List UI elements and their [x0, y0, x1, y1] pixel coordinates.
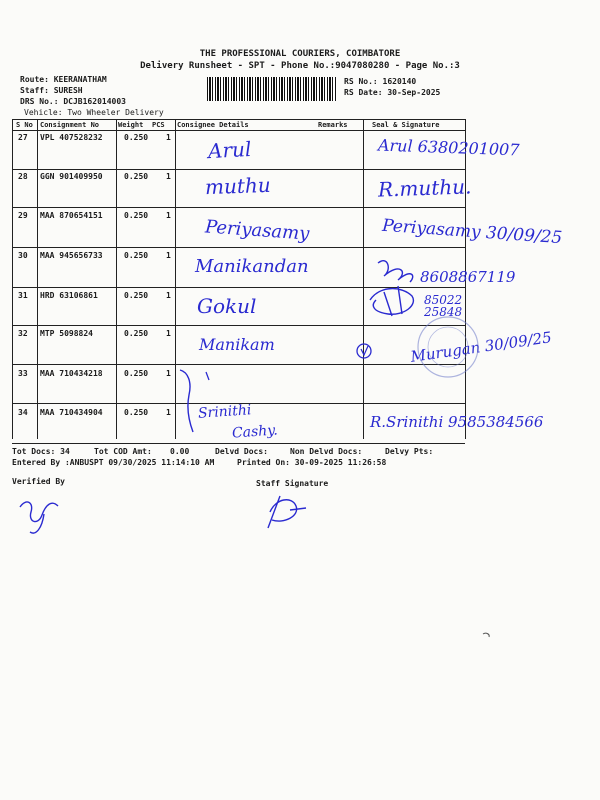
- row-sno: 33: [18, 369, 28, 378]
- entered-by: Entered By :ANBUSPT 09/30/2025 11:14:10 AM: [12, 458, 215, 467]
- delivery-points: Delvy Pts:: [385, 447, 434, 456]
- seal-stamp: [418, 317, 478, 377]
- row-consignment: MTP 5098824: [40, 329, 93, 338]
- header-remarks: Remarks: [318, 121, 348, 129]
- pen-stroke: [206, 372, 209, 380]
- row-weight: 0.250: [124, 133, 149, 142]
- header-sno: S No: [16, 121, 33, 129]
- row-sno: 31: [18, 291, 28, 300]
- row-sno: 29: [18, 211, 28, 220]
- handwritten-consignee: Gokul: [197, 294, 257, 318]
- total-cod-label: Tot COD Amt:: [94, 447, 152, 456]
- company-title: THE PROFESSIONAL COURIERS, COIMBATORE: [199, 49, 401, 59]
- handwritten-signature: R.Srinithi 9585384566: [370, 413, 544, 431]
- header-seal-signature: Seal & Signature: [372, 121, 440, 129]
- pen-stroke: [180, 370, 193, 432]
- printed-on: Printed On: 30-09-2025 11:26:58: [237, 458, 387, 467]
- non-delivered-docs: Non Delvd Docs:: [290, 447, 363, 456]
- row-weight: 0.250: [124, 291, 149, 300]
- row-consignment: HRD 63106861: [40, 291, 98, 300]
- row-consignment: MAA 870654151: [40, 211, 103, 220]
- vehicle-label: Vehicle: Two Wheeler Delivery: [24, 108, 164, 117]
- row-consignment: MAA 710434218: [40, 369, 103, 378]
- header-consignee: Consignee Details: [177, 121, 249, 129]
- row-sno: 30: [18, 251, 28, 260]
- row-sno: 32: [18, 329, 28, 338]
- rs-date: RS Date: 30-Sep-2025: [344, 88, 441, 97]
- handwritten-signature: Periyasamy 30/09/25: [381, 215, 563, 249]
- handwritten-consignee: Arul: [207, 136, 252, 164]
- handwritten-signature: 85022 25848: [424, 293, 463, 319]
- row-pcs: 1: [166, 211, 171, 220]
- verifier-signature: [20, 502, 58, 533]
- handwritten-consignee: Manikandan: [195, 256, 309, 277]
- header-consignment: Consignment No: [40, 121, 100, 129]
- total-docs: Tot Docs: 34: [12, 447, 70, 456]
- handwritten-signature: 8608867119: [420, 268, 516, 286]
- row-weight: 0.250: [124, 251, 149, 260]
- handwritten-signature: R.muthu.: [377, 174, 472, 202]
- row-pcs: 1: [166, 133, 171, 142]
- pen-stroke: [483, 633, 489, 637]
- row-pcs: 1: [166, 329, 171, 338]
- handwritten-consignee: Manikam: [199, 335, 275, 354]
- row-weight: 0.250: [124, 329, 149, 338]
- row-pcs: 1: [166, 408, 171, 417]
- verified-by-label: Verified By: [12, 477, 65, 486]
- total-cod-amount: 0.00: [170, 447, 190, 456]
- row-sno: 27: [18, 133, 28, 142]
- row-sno: 28: [18, 172, 28, 181]
- handwritten-consignee: Srinithi: [197, 402, 252, 422]
- handwritten-signature: Arul 6380201007: [377, 135, 520, 160]
- row-weight: 0.250: [124, 369, 149, 378]
- row-consignment: MAA 945656733: [40, 251, 103, 260]
- staff-signature-mark: [268, 496, 306, 528]
- pen-stroke: [378, 261, 413, 282]
- staff-signature-label: Staff Signature: [256, 479, 329, 488]
- handwritten-consignee: muthu: [204, 172, 272, 200]
- header-pcs: PCS: [152, 121, 165, 129]
- pen-stroke: [361, 346, 368, 355]
- row-pcs: 1: [166, 251, 171, 260]
- drs-label: DRS No.: DCJB162014003: [20, 97, 126, 106]
- runsheet-subtitle: Delivery Runsheet - SPT - Phone No.:9047080280 - Page No.:3: [140, 61, 460, 71]
- row-pcs: 1: [166, 291, 171, 300]
- delivered-docs: Delvd Docs:: [215, 447, 268, 456]
- row-weight: 0.250: [124, 172, 149, 181]
- handwritten-consignee: Cashy.: [231, 422, 279, 442]
- row-consignment: VPL 407528232: [40, 133, 103, 142]
- row-weight: 0.250: [124, 408, 149, 417]
- row-consignment: MAA 710434904: [40, 408, 103, 417]
- row-weight: 0.250: [124, 211, 149, 220]
- row-sno: 34: [18, 408, 28, 417]
- route-label: Route: KEERANATHAM: [20, 75, 107, 84]
- pen-stroke: [370, 286, 413, 316]
- header-weight: Weight: [118, 121, 144, 129]
- seal-stamp: [428, 327, 468, 367]
- row-pcs: 1: [166, 369, 171, 378]
- row-consignment: GGN 901409950: [40, 172, 103, 181]
- handwritten-consignee: Periyasamy: [204, 216, 311, 245]
- row-pcs: 1: [166, 172, 171, 181]
- handwritten-signature: Murugan 30/09/25: [409, 328, 553, 366]
- rs-number: RS No.: 1620140: [344, 77, 417, 86]
- staff-label: Staff: SURESH: [20, 86, 83, 95]
